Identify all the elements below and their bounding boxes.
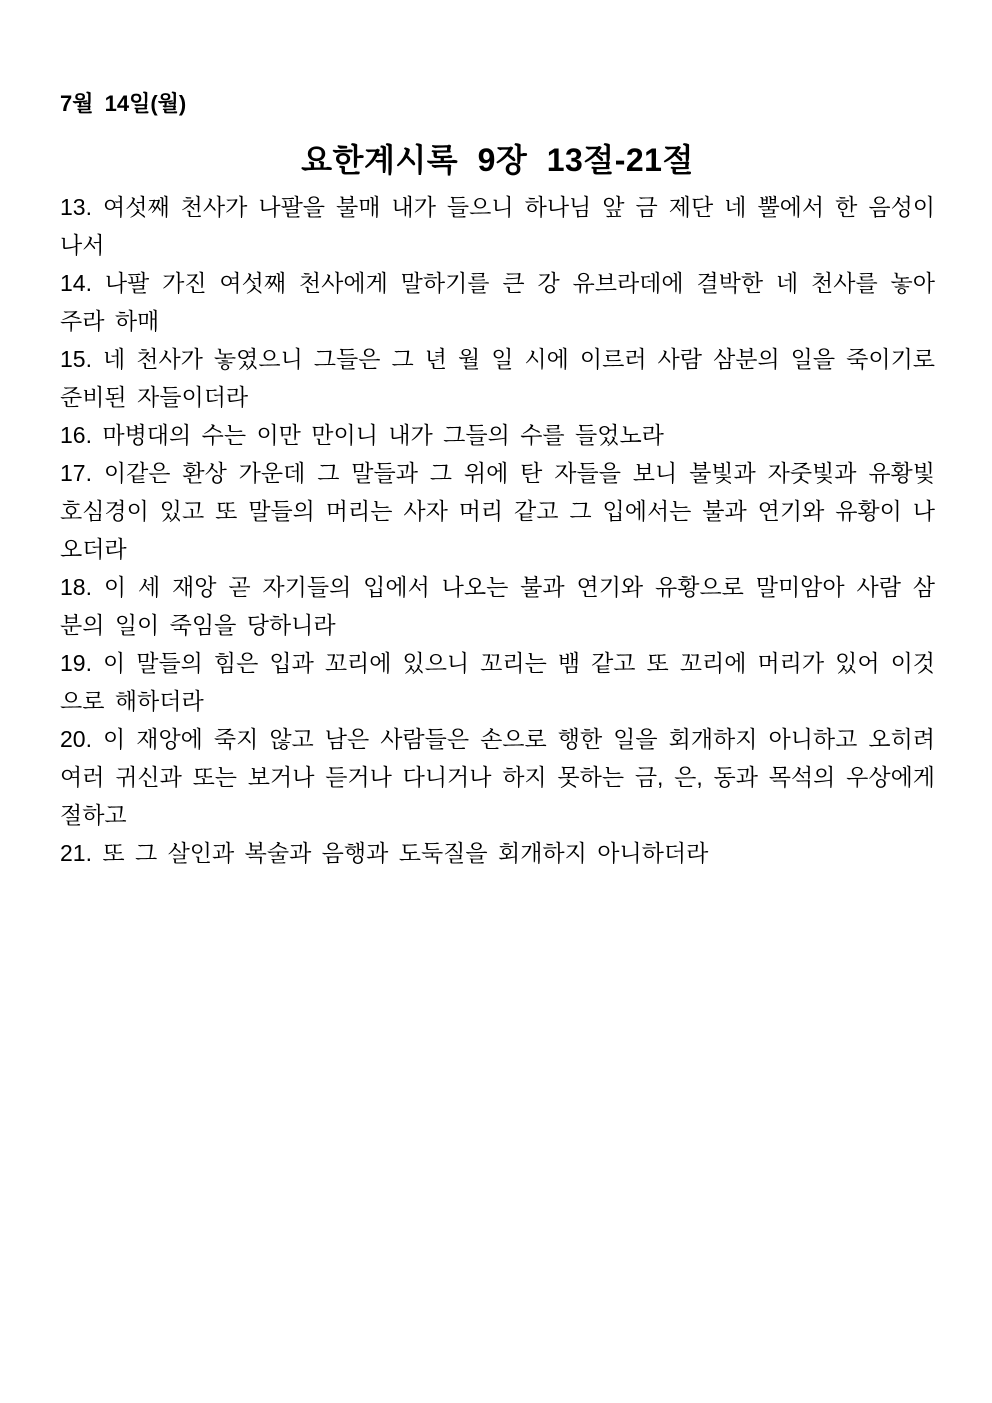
verse-17 (60, 454, 935, 568)
verse-number: 13. (60, 194, 92, 220)
verse-19 (60, 644, 935, 720)
verse-16 (60, 416, 935, 454)
verse-number: 17. (60, 460, 92, 486)
date-heading: 7월 14일(월) (60, 91, 187, 116)
verse-text: 또 그 살인과 복술과 음행과 도둑질을 회개하지 아니하더라 (102, 840, 709, 866)
verse-number: 16. (60, 422, 92, 448)
verse-text: 이 말들의 힘은 입과 꼬리에 있으니 꼬리는 뱀 같고 또 꼬리에 머리가 있어 이것으로 해하더라 (60, 650, 935, 714)
verse-text: 나팔 가진 여섯째 천사에게 말하기를 큰 강 유브라데에 결박한 네 천사를 놓아 주라 하매 (60, 270, 935, 334)
verse-text: 이같은 환상 가운데 그 말들과 그 위에 탄 자들을 보니 불빛과 자줏빛과 유황빛 호심경이 있고 또 말들의 머리는 사자 머리 같고 그 입에서는 불과 연기와 유황이 나오더라 (60, 460, 935, 562)
verse-number: 15. (60, 346, 92, 372)
verse-number: 19. (60, 650, 92, 676)
verse-number: 14. (60, 270, 92, 296)
page-title: 요한계시록 9장 13절-21절 (301, 142, 694, 178)
verse-text: 이 재앙에 죽지 않고 남은 사람들은 손으로 행한 일을 회개하지 아니하고 오히려 여러 귀신과 또는 보거나 듣거나 다니거나 하지 못하는 금, 은, 동과 목석의 우상에게 절하고 (60, 726, 935, 828)
verse-15 (60, 340, 935, 416)
verse-number: 21. (60, 840, 92, 866)
verse-20 (60, 720, 935, 834)
verse-number: 18. (60, 574, 92, 600)
verse-text: 네 천사가 놓였으니 그들은 그 년 월 일 시에 이르러 사람 삼분의 일을 죽이기로 준비된 자들이더라 (60, 346, 935, 410)
verse-text: 마병대의 수는 이만 만이니 내가 그들의 수를 들었노라 (102, 422, 664, 448)
verse-21 (60, 834, 935, 872)
verse-list (60, 188, 935, 872)
verse-number: 20. (60, 726, 92, 752)
verse-13 (60, 188, 935, 264)
verse-text: 이 세 재앙 곧 자기들의 입에서 나오는 불과 연기와 유황으로 말미암아 사람 삼분의 일이 죽임을 당하니라 (60, 574, 935, 638)
verse-14 (60, 264, 935, 340)
verse-18 (60, 568, 935, 644)
verse-text: 여섯째 천사가 나팔을 불매 내가 들으니 하나님 앞 금 제단 네 뿔에서 한 음성이 나서 (60, 194, 935, 258)
